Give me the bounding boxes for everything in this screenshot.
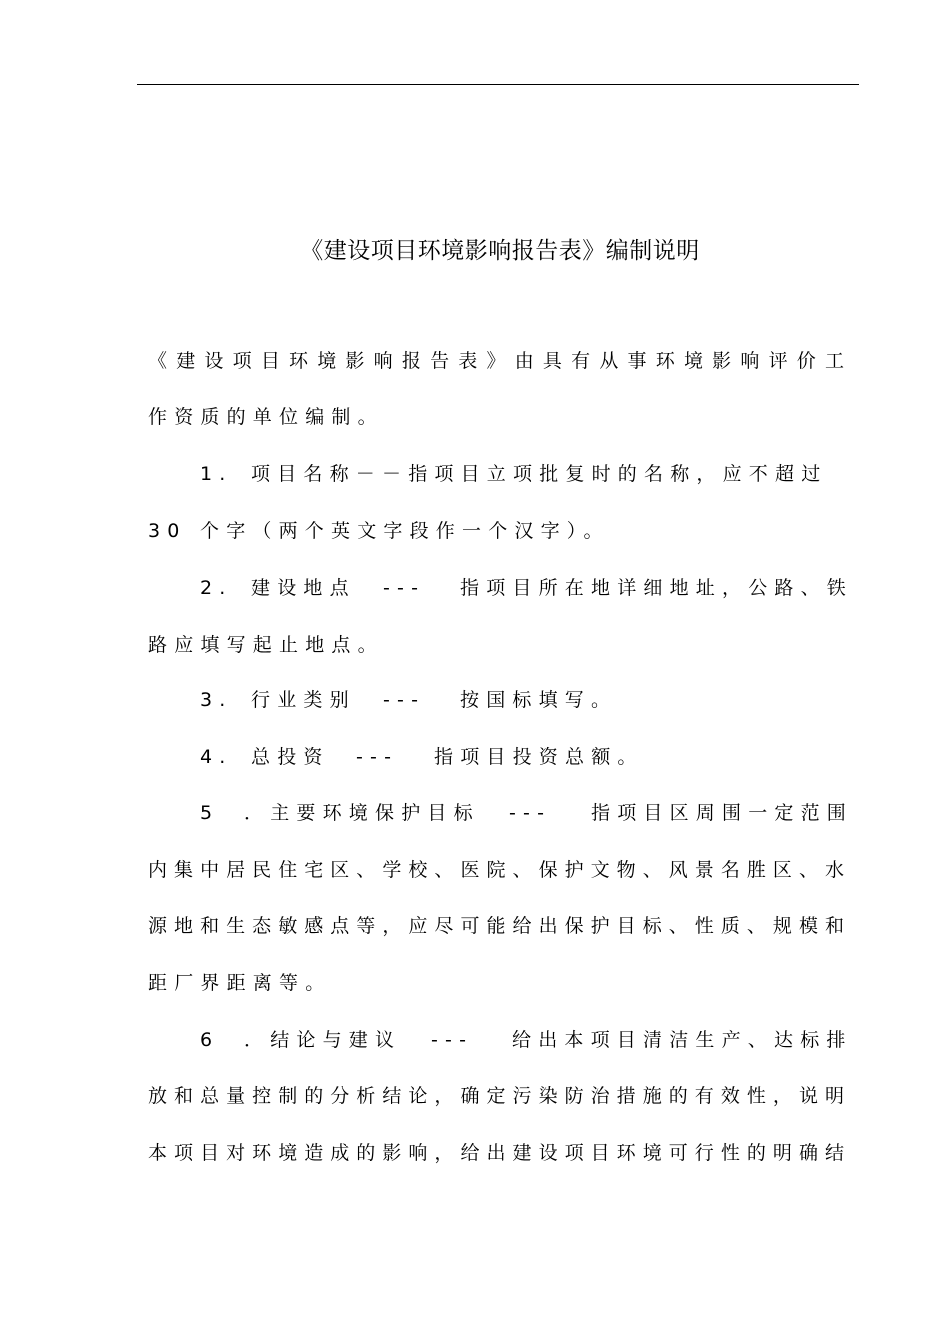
item-6-dash: ---: [431, 1029, 474, 1051]
item-2-desc-line-2: 路应填写起止地点。: [148, 634, 384, 656]
item-4-label: 总投资: [251, 746, 330, 768]
item-1-number-30: 30: [148, 520, 187, 542]
item-5-desc-line-3: 源地和生态敏感点等，应尽可能给出保护目标、性质、规模和: [148, 915, 844, 937]
item-3-label: 行业类别: [251, 689, 356, 711]
item-5-desc-line-2: 内集中居民住宅区、学校、医院、保护文物、风景名胜区、水: [148, 859, 844, 881]
item-3-desc-line-1: 按国标填写。: [460, 689, 618, 711]
item-4-dash: ---: [356, 746, 399, 768]
item-6-desc-line-3: 本项目对环境造成的影响，给出建设项目环境可行性的明确结: [148, 1142, 844, 1164]
intro-line-2: 作资质的单位编制。: [148, 406, 384, 428]
item-5-desc-line-1: 指项目区周围一定范围: [591, 802, 854, 824]
item-1-number: 1.: [200, 463, 233, 485]
item-1-text-line-1: 项目名称－－指项目立项批复时的名称，应不超过: [251, 463, 828, 485]
item-2-dash: ---: [383, 577, 426, 599]
document-title: 《建设项目环境影响报告表》编制说明: [300, 238, 700, 264]
item-6-desc-line-1: 给出本项目清洁生产、达标排: [512, 1029, 853, 1051]
header-rule: [137, 84, 859, 85]
item-5-dash: ---: [509, 802, 552, 824]
item-5-desc-line-4: 距厂界距离等。: [148, 972, 332, 994]
item-3-dash: ---: [383, 689, 426, 711]
item-2-desc-line-1: 指项目所在地详细地址，公路、铁: [460, 577, 854, 599]
item-5-number: 5: [200, 802, 220, 824]
item-2-label: 建设地点: [251, 577, 356, 599]
intro-line-1: 《建设项目环境影响报告表》由具有从事环境影响评价工: [148, 350, 844, 372]
item-5-label: ．主要环境保护目标: [244, 802, 480, 824]
item-4-desc-line-1: 指项目投资总额。: [434, 746, 644, 768]
item-6-label: ．结论与建议: [244, 1029, 402, 1051]
item-2-number: 2.: [200, 577, 233, 599]
item-4-number: 4.: [200, 746, 233, 768]
item-6-desc-line-2: 放和总量控制的分析结论，确定污染防治措施的有效性，说明: [148, 1085, 844, 1107]
item-3-number: 3.: [200, 689, 233, 711]
item-6-number: 6: [200, 1029, 220, 1051]
item-1-text-line-2: 个字（两个英文字段作一个汉字）。: [200, 520, 610, 542]
